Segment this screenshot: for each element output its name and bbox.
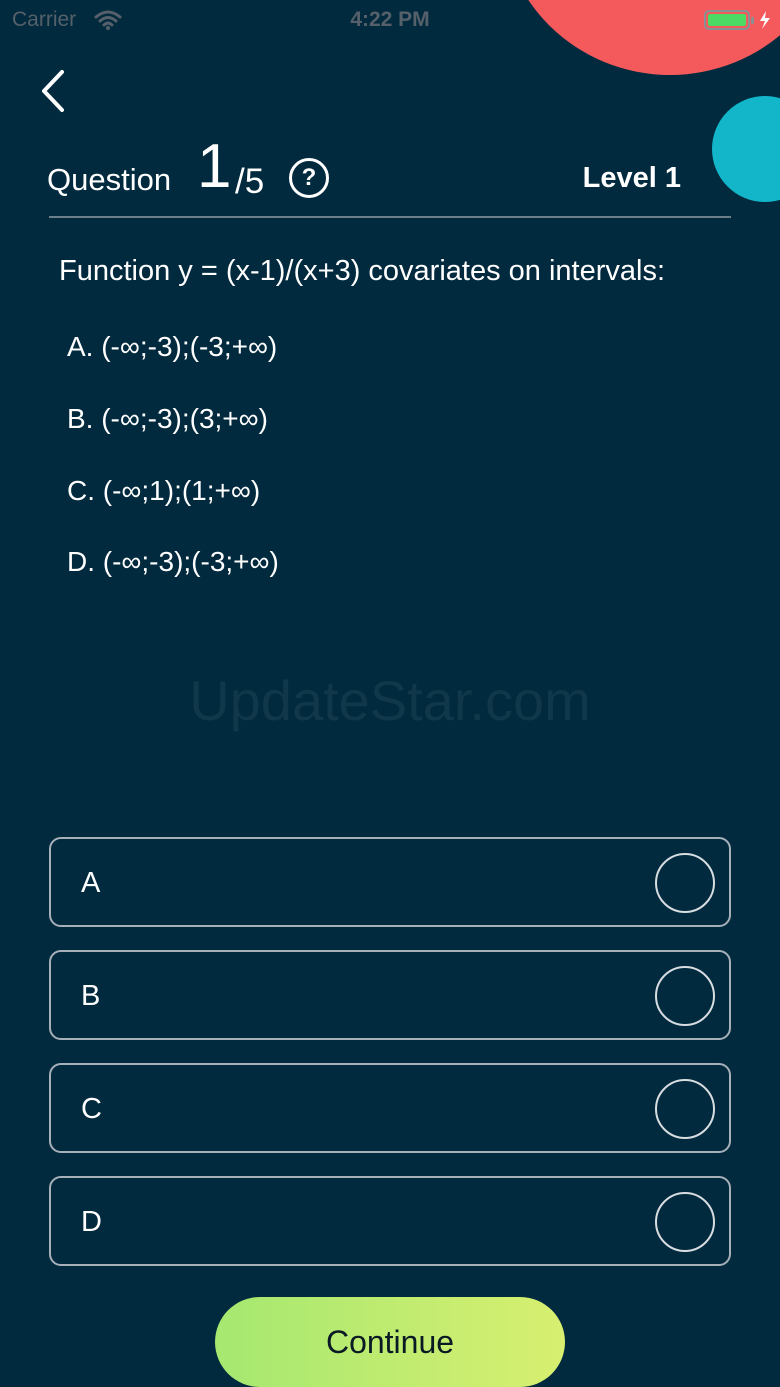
answer-option-c[interactable] xyxy=(49,1063,731,1153)
question-mark-icon: ? xyxy=(301,164,317,191)
radio-circle-icon[interactable] xyxy=(655,853,715,913)
option-text-c: C. (-∞;1);(1;+∞) xyxy=(67,475,261,506)
header-divider xyxy=(49,216,731,218)
option-text-b: B. (-∞;-3);(3;+∞) xyxy=(67,403,268,434)
answer-option-a[interactable] xyxy=(49,837,731,927)
question-header xyxy=(47,132,731,216)
battery-icon xyxy=(704,9,774,36)
answer-option-d[interactable] xyxy=(49,1176,731,1266)
answer-letter: A xyxy=(81,867,101,899)
radio-circle-icon[interactable] xyxy=(655,1192,715,1252)
question-label: Question xyxy=(47,162,172,197)
level-label: Level 1 xyxy=(582,162,681,194)
status-bar xyxy=(0,0,780,40)
question-text: Function y = (x-1)/(x+3) covariates on intervals: xyxy=(59,255,666,287)
answer-option-b[interactable] xyxy=(49,950,731,1040)
help-button[interactable] xyxy=(289,158,329,198)
answer-letter: C xyxy=(81,1093,102,1125)
answer-letter: B xyxy=(81,980,101,1012)
option-text-a: A. (-∞;-3);(-3;+∞) xyxy=(67,331,278,362)
chevron-left-icon xyxy=(32,66,76,116)
radio-circle-icon[interactable] xyxy=(655,1079,715,1139)
clock: 4:22 PM xyxy=(350,8,430,31)
continue-button[interactable]: Continue xyxy=(215,1297,565,1387)
question-total: /5 xyxy=(235,162,265,201)
answer-letter: D xyxy=(81,1206,102,1238)
radio-circle-icon[interactable] xyxy=(655,966,715,1026)
carrier-label: Carrier xyxy=(12,8,77,31)
question-current-number: 1 xyxy=(197,132,232,201)
watermark: UpdateStar.com xyxy=(189,669,591,732)
back-button[interactable] xyxy=(32,66,76,116)
option-text-d: D. (-∞;-3);(-3;+∞) xyxy=(67,546,279,577)
